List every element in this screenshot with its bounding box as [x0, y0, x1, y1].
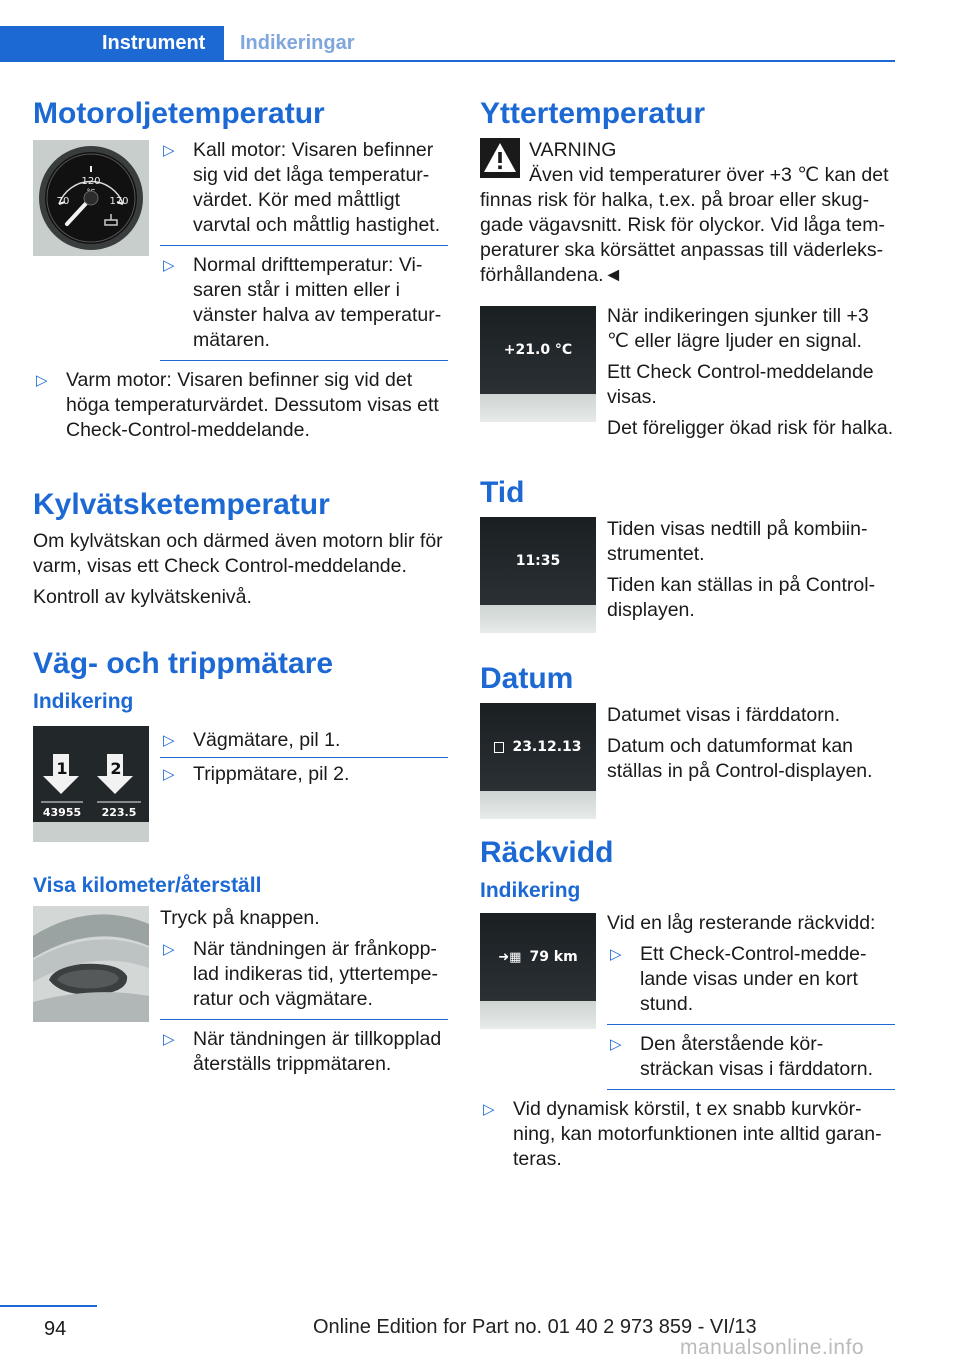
show-km-subheading: Visa kilometer/återställ	[33, 874, 262, 897]
watermark: manualsonline.info	[680, 1336, 865, 1359]
oil-gauge-icon	[35, 142, 147, 254]
list-item: ▷ Trippmätare, pil 2.	[160, 762, 448, 791]
outside-temp-heading: Yttertemperatur	[480, 97, 706, 130]
list-item: ▷ Normal drifttemperatur: Vi-saren står i mitten eller i vänster halva av temperatur-mätaren.	[160, 253, 448, 361]
coolant-text-1: Om kylvätskan och därmed även motorn blir för varm, visas ett Check Control-meddelande.	[33, 530, 443, 577]
list-item: ▷ Kall motor: Visaren befinner sig vid det låga temperatur-värdet. Kör med måttligt varvtal och måttlig hastighet.	[160, 138, 448, 246]
date-display	[480, 703, 596, 819]
tab-indikeringar[interactable]: Indikeringar	[240, 32, 355, 54]
gauge-label-high: 170	[109, 196, 129, 207]
oil-temp-heading: Motoroljetemperatur	[33, 97, 325, 130]
gauge-label-mid: 120	[81, 176, 101, 187]
left-column	[33, 96, 448, 1091]
outside-temp-text-2: Ett Check Control-meddelande visas.	[607, 361, 874, 408]
range-subheading: Indikering	[480, 879, 581, 902]
tab-instrument[interactable]: Instrument	[0, 26, 224, 60]
range-bullet-dynamic	[480, 1097, 895, 1179]
coolant-heading: Kylvätsketemperatur	[33, 488, 330, 521]
reset-button-image	[33, 906, 149, 1022]
right-column	[480, 96, 895, 1186]
calendar-icon	[494, 742, 504, 753]
tripmeter-value: 223.5	[101, 806, 137, 819]
date-text-1: Datumet visas i färddatorn.	[607, 704, 841, 726]
header-tabbar	[0, 26, 895, 62]
list-item: ▷ Vid dynamisk körstil, t ex snabb kurvkör-ning, kan motorfunktionen inte alltid garan-teras.	[480, 1097, 895, 1179]
odometer-subheading: Indikering	[33, 690, 134, 713]
warning-text: Även vid temperaturer över +3 ℃ kan det finnas risk för halka, t.ex. på broar eller skug-gade vägavsnitt. Risk för olyckor. Vid låga tem-peraturer ska körsättet anpassas till väderleks-förhållandena.◄	[480, 164, 889, 286]
warning-label: VARNING	[529, 139, 617, 161]
outside-temp-display	[480, 306, 596, 422]
list-item: ▷ Ett Check-Control-medde-lande visas under en kort stund.	[607, 942, 895, 1025]
date-text-2: Datum och datumformat kan ställas in på Control-displayen.	[607, 735, 873, 782]
reset-button-icon	[33, 906, 149, 1022]
arrow-1-label: 1	[56, 759, 68, 778]
footer-divider	[0, 1305, 97, 1307]
show-km-bullets	[160, 937, 448, 1084]
time-text-1: Tiden visas nedtill på kombiin-strumentet.	[607, 518, 868, 565]
coolant-text-2: Kontroll av kylvätskenivå.	[33, 586, 252, 608]
warning-triangle-icon	[480, 138, 520, 178]
odometer-heading: Väg- och trippmätare	[33, 647, 334, 680]
list-item: ▷ Den återstående kör-sträckan visas i färddatorn.	[607, 1032, 895, 1090]
range-bullets	[607, 942, 895, 1090]
date-value: 23.12.13	[512, 739, 582, 755]
list-item: ▷ Varm motor: Visaren befinner sig vid det höga temperaturvärdet. Dessutom visas ett Check-Control-meddelande.	[33, 368, 448, 450]
gauge-label-low: 70	[56, 196, 70, 207]
range-intro: Vid en låg resterande räckvidd:	[607, 912, 876, 934]
fuel-pump-icon: ➜▦	[498, 949, 522, 965]
odometer-arrows-icon	[33, 726, 149, 842]
range-display	[480, 913, 596, 1029]
arrow-2-label: 2	[110, 759, 122, 778]
oil-gauge-image	[33, 140, 149, 256]
outside-temp-text-3: Det föreligger ökad risk för halka.	[607, 417, 894, 439]
range-heading: Räckvidd	[480, 836, 614, 869]
outside-temp-value: +21.0 °C	[480, 306, 596, 394]
odometer-bullets	[160, 722, 448, 791]
oil-bullet-warm	[33, 368, 448, 450]
time-display	[480, 517, 596, 633]
show-km-intro: Tryck på knappen.	[160, 907, 320, 929]
list-item: ▷ Vägmätare, pil 1.	[160, 728, 448, 758]
date-heading: Datum	[480, 662, 574, 695]
time-value: 11:35	[480, 517, 596, 605]
list-item: ▷ När tändningen är frånkopp-lad indikeras tid, yttertempe-ratur och vägmätare.	[160, 937, 448, 1020]
range-value: 79 km	[529, 949, 578, 965]
oil-bullets	[160, 138, 448, 361]
time-heading: Tid	[480, 476, 525, 509]
list-item: ▷ När tändningen är tillkopplad återställs trippmätaren.	[160, 1027, 448, 1084]
time-text-2: Tiden kan ställas in på Control-displayen.	[607, 574, 876, 621]
odometer-display-image	[33, 726, 149, 842]
edition-text: Online Edition for Part no. 01 40 2 973 859 - VI/13	[313, 1316, 757, 1338]
page-number: 94	[44, 1318, 67, 1340]
outside-temp-text-1: När indikeringen sjunker till +3 ℃ eller lägre ljuder en signal.	[607, 305, 869, 352]
odometer-value: 43955	[42, 806, 82, 819]
